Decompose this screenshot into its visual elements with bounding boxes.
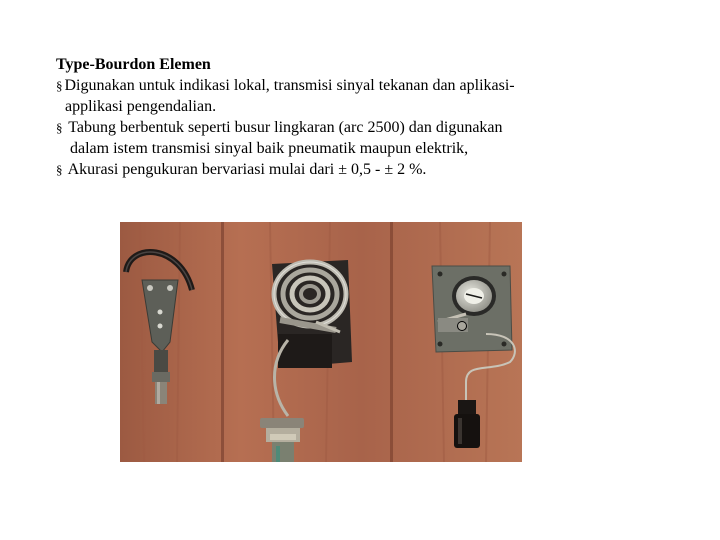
bullet-1-text: Digunakan untuk indikasi lokal, transmisi sinyal tekanan dan aplikasi-	[64, 77, 515, 94]
bullet-1-continuation: applikasi pengendalian.	[65, 98, 217, 115]
bullet-2-continuation: dalam istem transmisi sinyal baik pneumatik maupun elektrik,	[70, 140, 469, 157]
bullet-2-text: Tabung berbentuk seperti busur lingkaran (arc 2500) dan digunakan	[68, 119, 503, 136]
bullet-icon: §	[56, 120, 63, 135]
slide-title: Type-Bourdon Elemen	[56, 56, 211, 73]
bullet-2	[56, 117, 656, 138]
bourdon-elements-photo	[120, 222, 522, 462]
bullet-3	[56, 159, 656, 180]
bullet-icon: §	[56, 162, 63, 177]
bullet-icon: §	[56, 78, 63, 93]
bullet-1	[56, 75, 656, 96]
text-block	[56, 54, 656, 180]
bullet-3-text: Akurasi pengukuran bervariasi mulai dari ± 0,5 - ± 2 %.	[67, 161, 427, 178]
